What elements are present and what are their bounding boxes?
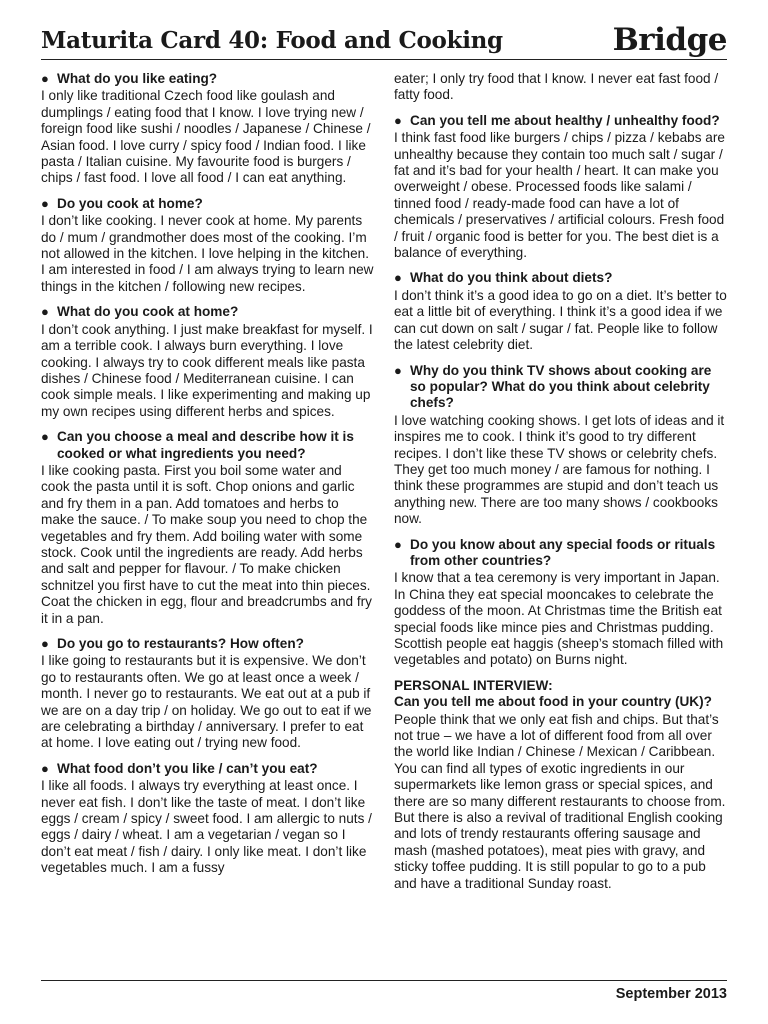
question: ● Can you tell me about healthy / unhealthy food? (394, 113, 729, 129)
answer: I like going to restaurants but it is expensive. We don’t go to restaurants often. We go at least once a week / month. I never go to restaurants. We eat out at a pub if we are on a day trip / on holiday. We go out to eat if we are celebrating a birthday / anniversary. I prefer to eat at home. I love eating out / trying new food. (41, 653, 372, 751)
personal-interview-question: Can you tell me about food in your country (UK)? (394, 694, 712, 710)
qa-block (41, 71, 374, 187)
qa-block (394, 113, 729, 262)
qa-block (41, 429, 374, 627)
left-column (41, 71, 374, 886)
qa-block (41, 761, 374, 877)
footer-date: September 2013 (615, 986, 727, 1002)
brand-logo-text: Bridge (612, 22, 727, 58)
answer: I only like traditional Czech food like goulash and dumplings / eating food that I know. I love trying new / foreign food like sushi / noodles / Japanese / Chinese / Asian food. I love curry / spicy food / Indian food. I like pasta / Italian cuisine. My favourite food is burgers / chips / fast food. I love all food / I can eat anything. (41, 88, 371, 186)
page-title: Maturita Card 40: Food and Cooking (41, 27, 503, 54)
qa-block (394, 363, 729, 528)
answer-continuation: eater; I only try food that I know. I never eat fast food / fatty food. (394, 71, 719, 103)
answer: I love watching cooking shows. I get lots of ideas and it inspires me to cook. I think it’s good to try different recipes. I don’t like these TV shows or celebrity chefs. They get too much money / are famous for nothing. I think these programmes are stupid and don’t teach us anything new. There are too many shows / cookbooks now. (394, 412, 725, 527)
personal-interview-heading: PERSONAL INTERVIEW: (394, 677, 553, 693)
personal-interview (394, 678, 729, 892)
question: ● What do you think about diets? (394, 270, 729, 286)
answer: I don’t cook anything. I just make breakfast for myself. I am a terrible cook. I always burn everything. I love cooking. I always try to cook different meals like pasta dishes / Chinese food / Mediterranean cuisine. I can cook simple meals. I like experimenting and making up my own recipes using different herbs and spices. (41, 321, 373, 419)
answer: I know that a tea ceremony is very important in Japan. In China they eat special mooncakes to celebrate the goddess of the moon. At Christmas time the British eat special foods like mince pies and Christmas pudding. Scottish people eat haggis (sheep’s stomach filled with vegetables and potato) on Burns night. (394, 570, 724, 668)
answer: I like all foods. I always try everything at least once. I never eat fish. I don’t like the taste of meat. I don’t like eggs / cream / spicy / sweet food. I am allergic to nuts / eggs / dairy / wheat. I am a vegetarian / vegan so I don’t eat meat / fish / dairy. I only like meat. I don’t like vegetables much. I am a fussy (41, 778, 372, 876)
question: ● Can you choose a meal and describe how it is cooked or what ingredients you need? (41, 429, 374, 462)
answer: I don’t like cooking. I never cook at home. My parents do / mum / grandmother does most of the cooking. I’m not allowed in the kitchen. I love helping in the kitchen. I am interested in food / I am always trying to learn new things in the kitchen / following new recipes. (41, 213, 374, 294)
right-column (394, 71, 729, 901)
page-header (41, 14, 727, 56)
header-divider (41, 59, 727, 60)
question: ● Do you go to restaurants? How often? (41, 636, 374, 652)
question: ● What food don’t you like / can’t you eat? (41, 761, 374, 777)
qa-block (41, 304, 374, 420)
personal-interview-answer: People think that we only eat fish and chips. But that’s not true – we have a lot of different food from all over the world like Indian / Chinese / Mexican / Caribbean. You can find all types of exotic ingredients in our supermarkets like lemon grass or special spices, and there are so many different restaurants to choose from. But there is also a revival of traditional English cooking and lots of trendy restaurants offering sausage and mash (mashed potatoes), meat pies with gravy, and sticky toffee pudding. It is still popular to go to a pub and have a traditional Sunday roast. (394, 711, 726, 891)
answer: I think fast food like burgers / chips / pizza / kebabs are unhealthy because they contain too much salt / sugar / fat and it’s bad for your health / heart. It can make you overweight / obese. Processed foods like salami / tinned food / ready-made food can have a lot of chemicals / preservatives / artificial colours. Fresh food / fruit / organic food is better for you. The best diet is a balance of everything. (394, 130, 725, 261)
question: ● Do you cook at home? (41, 196, 374, 212)
answer: I like cooking pasta. First you boil some water and cook the pasta until it is soft. Chop onions and garlic and fry them in a pan. Add tomatoes and herbs to make the sauce. / To make soup you need to chop the vegetables and fry them. Add boiling water with some stock. Cook until the ingredients are ready. Add herbs and salt and pepper for flavour. / To make chicken schnitzel you first have to cut the meat into thin pieces. Coat the chicken in egg, flour and breadcrumbs and fry it in a pan. (41, 462, 372, 626)
question: ● What do you cook at home? (41, 304, 374, 320)
question: ● Why do you think TV shows about cooking are so popular? What do you think about celebrity chefs? (394, 363, 729, 412)
qa-block (41, 636, 374, 752)
answer: I don’t think it’s a good idea to go on a diet. It’s better to eat a little bit of everything. I think it’s a good idea if we can cut down on salt / sugar / fat. People like to follow the latest celebrity diet. (394, 287, 727, 353)
qa-block (394, 537, 729, 669)
question: ● What do you like eating? (41, 71, 374, 87)
qa-block (41, 196, 374, 295)
question: ● Do you know about any special foods or rituals from other countries? (394, 537, 729, 570)
footer-divider (41, 980, 727, 981)
qa-block (394, 270, 729, 353)
